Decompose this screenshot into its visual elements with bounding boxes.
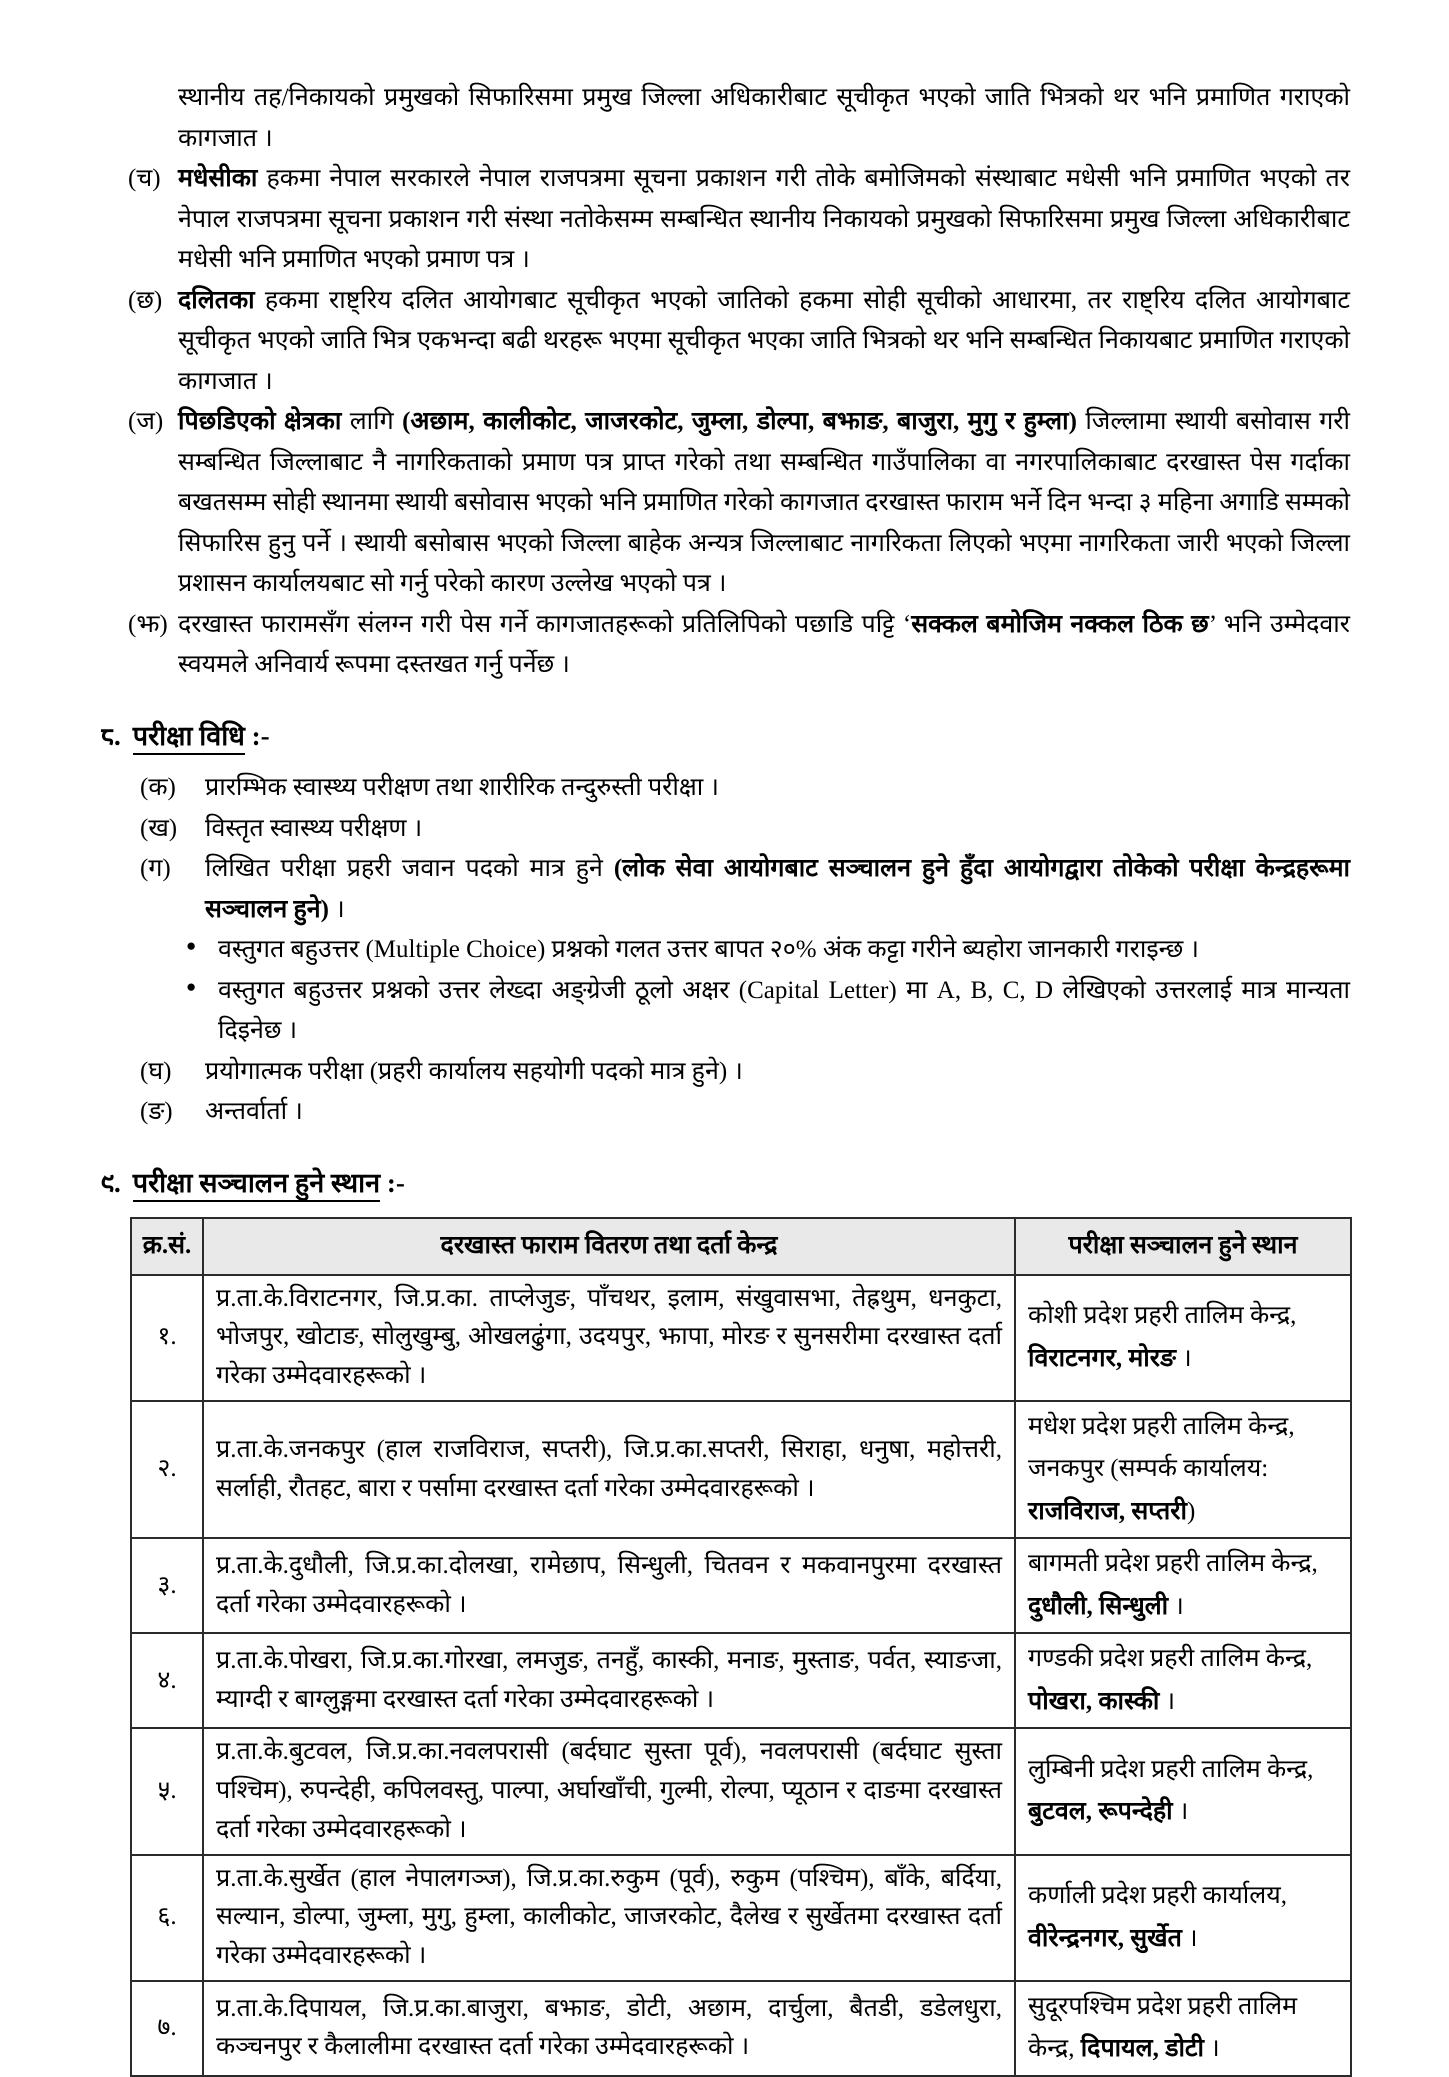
table-row xyxy=(131,1275,1351,1401)
row-serial: ५. xyxy=(131,1728,203,1854)
table-header-row xyxy=(131,1218,1351,1275)
method-item-gha-marker: (घ) xyxy=(140,1057,172,1085)
section-8-suffix: :- xyxy=(244,720,270,751)
clause-ja-marker: (ज) xyxy=(128,408,164,435)
method-item-ga-marker: (ग) xyxy=(140,855,171,882)
table-row xyxy=(131,1728,1351,1854)
section-9-heading xyxy=(100,1163,1350,1204)
method-item-gha: (घ) प्रयोगात्मक परीक्षा (प्रहरी कार्यालय सहयोगी पदको मात्र हुने) । xyxy=(100,1052,1350,1093)
section-8-title: परीक्षा विधि xyxy=(133,721,245,755)
clause-jha-marker: (झ) xyxy=(128,610,168,638)
header-exam-location: परीक्षा सञ्चालन हुने स्थान xyxy=(1015,1218,1351,1275)
clause-cha: (च) मधेसीका हकमा नेपाल सरकारले नेपाल राजपत्रमा सूचना प्रकाशन गरी तोके बमोजिमको संस्थाबाट मधेसी भनि प्रमाणित भएको तर नेपाल राजपत्रमा सूचना प्रकाशन गरी संस्था नतोकेसम्म सम्बन्धित स्थानीय निकायको प्रमुखको सिफारिसमा प्रमुख जिल्ला अधिकारीबाट मधेसी भनि प्रमाणित भएको प्रमाण पत्र । xyxy=(100,159,1350,281)
clause-jha: (झ) दरखास्त फारामसँग संलग्न गरी पेस गर्ने कागजातहरूको प्रतिलिपिको पछाडि पट्टि ‘सक्कल बमोजिम नक्कल ठिक छ’ भनि उम्मेदवार स्वयमले अनिवार्य रूपमा दस्तखत गर्नु पर्नेछ । xyxy=(100,605,1350,686)
method-item-kha: (ख) विस्तृत स्वास्थ्य परीक्षण । xyxy=(100,809,1350,850)
clause-chha-marker: (छ) xyxy=(128,286,163,314)
method-item-kha-marker: (ख) xyxy=(140,814,178,842)
method-item-ga: (ग) लिखित परीक्षा प्रहरी जवान पदको मात्र हुने (लोक सेवा आयोगबाट सञ्चालन हुने हुँदा आयोगद्वारा तोकेको परीक्षा केन्द्रहरूमा सञ्चालन हुने) । xyxy=(100,849,1350,930)
table-row xyxy=(131,1855,1351,1981)
row-distribution-centers: प्र.ता.के.दिपायल, जि.प्र.का.बाजुरा, बझाङ, डोटी, अछाम, दार्चुला, बैतडी, डडेलधुरा, कञ्चनपुर र कैलालीमा दरखास्त दर्ता गरेका उम्मेदवारहरूको । xyxy=(203,1981,1015,2076)
row-serial: ४. xyxy=(131,1633,203,1728)
method-item-ka-marker: (क) xyxy=(140,774,176,801)
continuation-paragraph: स्थानीय तह/निकायको प्रमुखको सिफारिसमा प्रमुख जिल्ला अधिकारीबाट सूचीकृत भएको जाति भित्रको थर भनि प्रमाणित गराएको कागजात । xyxy=(178,84,1350,152)
method-bullet-2: ● वस्तुगत बहुउत्तर प्रश्नको उत्तर लेख्दा अङ्ग्रेजी ठूलो अक्षर (Capital Letter) मा A, B, C, D लेखिएको उत्तरलाई मात्र मान्यता दिइनेछ । xyxy=(100,971,1350,1052)
row-serial: ६. xyxy=(131,1855,203,1981)
row-distribution-centers: प्र.ता.के.सुर्खेत (हाल नेपालगञ्ज), जि.प्र.का.रुकुम (पूर्व), रुकुम (पश्चिम), बाँके, बर्दिया, सल्यान, डोल्पा, जुम्ला, मुगु, हुम्ला, कालीकोट, जाजरकोट, दैलेख र सुर्खेतमा दरखास्त दर्ता गरेका उम्मेदवारहरूको । xyxy=(203,1855,1015,1981)
table-row xyxy=(131,1981,1351,2076)
row-serial: ३. xyxy=(131,1538,203,1633)
header-serial-number: क्र.सं. xyxy=(131,1218,203,1275)
clause-cha-marker: (च) xyxy=(128,165,161,192)
section-9-number: ९. xyxy=(100,1167,121,1198)
clause-chha: (छ) दलितका हकमा राष्ट्रिय दलित आयोगबाट सूचीकृत भएको जातिको हकमा सोही सूचीको आधारमा, तर राष्ट्रिय दलित आयोगबाट सूचीकृत भएको जाति भित्र एकभन्दा बढी थरहरू भएमा सूचीकृत भएका जाति भित्रको थर भनि सम्बन्धित निकायबाट प्रमाणित गराएको कागजात । xyxy=(100,281,1350,403)
method-item-nga-marker: (ङ) xyxy=(140,1098,173,1125)
row-exam-location: सुदूरपश्चिम प्रदेश प्रहरी तालिम केन्द्र, दिपायल, डोटी । xyxy=(1015,1981,1351,2076)
row-exam-location: कर्णाली प्रदेश प्रहरी कार्यालय, वीरेन्द्रनगर, सुर्खेत । xyxy=(1015,1855,1351,1981)
row-exam-location: गण्डकी प्रदेश प्रहरी तालिम केन्द्र, पोखरा, कास्की । xyxy=(1015,1633,1351,1728)
table-row xyxy=(131,1538,1351,1633)
row-serial: ७. xyxy=(131,1981,203,2076)
exam-centers-table xyxy=(130,1217,1352,2077)
clause-ja: (ज) पिछडिएको क्षेत्रका लागि (अछाम, कालीकोट, जाजरकोट, जुम्ला, डोल्पा, बझाङ, बाजुरा, मुगु र हुम्ला) जिल्लामा स्थायी बसोवास गरी सम्बन्धित जिल्लाबाट नै नागरिकताको प्रमाण पत्र प्राप्त गरेको तथा सम्बन्धित गाउँपालिका वा नगरपालिकाबाट दरखास्त पेस गर्दाका बखतसम्म सोही स्थानमा स्थायी बसोवास भएको भनि प्रमाणित गरेको कागजात दरखास्त फाराम भर्ने दिन भन्दा ३ महिना अगाडि सम्मको सिफारिस हुनु पर्ने । स्थायी बसोबास भएको जिल्ला बाहेक अन्यत्र जिल्लाबाट नागरिकता लिएको भएमा नागरिकता जारी भएको जिल्ला प्रशासन कार्यालयबाट सो गर्नु परेको कारण उल्लेख भएको पत्र । xyxy=(100,402,1350,605)
row-distribution-centers: प्र.ता.के.जनकपुर (हाल राजविराज, सप्तरी), जि.प्र.का.सप्तरी, सिराहा, धनुषा, महोत्तरी, सर्लाही, रौतहट, बारा र पर्सामा दरखास्त दर्ता गरेका उम्मेदवारहरूको । xyxy=(203,1401,1015,1539)
section-8-heading xyxy=(100,716,1350,757)
row-exam-location: लुम्बिनी प्रदेश प्रहरी तालिम केन्द्र, बुटवल, रूपन्देही । xyxy=(1015,1728,1351,1854)
section-9-title: परीक्षा सञ्चालन हुने स्थान xyxy=(133,1168,380,1202)
table-row xyxy=(131,1401,1351,1539)
row-exam-location: बागमती प्रदेश प्रहरी तालिम केन्द्र, दुधौली, सिन्धुली । xyxy=(1015,1538,1351,1633)
method-item-ka: (क) प्रारम्भिक स्वास्थ्य परीक्षण तथा शारीरिक तन्दुरुस्ती परीक्षा । xyxy=(100,768,1350,809)
method-bullet-1: ● वस्तुगत बहुउत्तर (Multiple Choice) प्रश्नको गलत उत्तर बापत २०% अंक कट्टा गरीने ब्यहोरा जानकारी गराइन्छ । xyxy=(100,930,1350,971)
row-distribution-centers: प्र.ता.के.पोखरा, जि.प्र.का.गोरखा, लमजुङ, तनहुँ, कास्की, मनाङ, मुस्ताङ, पर्वत, स्याङजा, म्याग्दी र बाग्लुङ्गमा दरखास्त दर्ता गरेका उम्मेदवारहरूको । xyxy=(203,1633,1015,1728)
row-exam-location: कोशी प्रदेश प्रहरी तालिम केन्द्र, विराटनगर, मोरङ । xyxy=(1015,1275,1351,1401)
section-8-number: ८. xyxy=(100,720,121,751)
section-9-suffix: :- xyxy=(380,1167,405,1198)
bullet-icon: ● xyxy=(186,936,197,955)
bullet-icon: ● xyxy=(186,976,197,996)
table-row xyxy=(131,1633,1351,1728)
header-distribution-centers: दरखास्त फाराम वितरण तथा दर्ता केन्द्र xyxy=(203,1218,1015,1275)
row-serial: १. xyxy=(131,1275,203,1401)
row-exam-location: मधेश प्रदेश प्रहरी तालिम केन्द्र, जनकपुर (सम्पर्क कार्यालय: राजविराज, सप्तरी) xyxy=(1015,1401,1351,1539)
row-distribution-centers: प्र.ता.के.बुटवल, जि.प्र.का.नवलपरासी (बर्दघाट सुस्ता पूर्व), नवलपरासी (बर्दघाट सुस्ता पश्चिम), रुपन्देही, कपिलवस्तु, पाल्पा, अर्घाखाँची, गुल्मी, रोल्पा, प्यूठान र दाङमा दरखास्त दर्ता गरेका उम्मेदवारहरूको । xyxy=(203,1728,1015,1854)
row-serial: २. xyxy=(131,1401,203,1539)
method-item-nga: (ङ) अन्तर्वार्ता । xyxy=(100,1092,1350,1133)
row-distribution-centers: प्र.ता.के.विराटनगर, जि.प्र.का. ताप्लेजुङ, पाँचथर, इलाम, संखुवासभा, तेह्रथुम, धनकुटा, भोजपुर, खोटाङ, सोलुखुम्बु, ओखलढुंगा, उदयपुर, झापा, मोरङ र सुनसरीमा दरखास्त दर्ता गरेका उम्मेदवारहरूको । xyxy=(203,1275,1015,1401)
row-distribution-centers: प्र.ता.के.दुधौली, जि.प्र.का.दोलखा, रामेछाप, सिन्धुली, चितवन र मकवानपुरमा दरखास्त दर्ता गरेका उम्मेदवारहरूको । xyxy=(203,1538,1015,1633)
